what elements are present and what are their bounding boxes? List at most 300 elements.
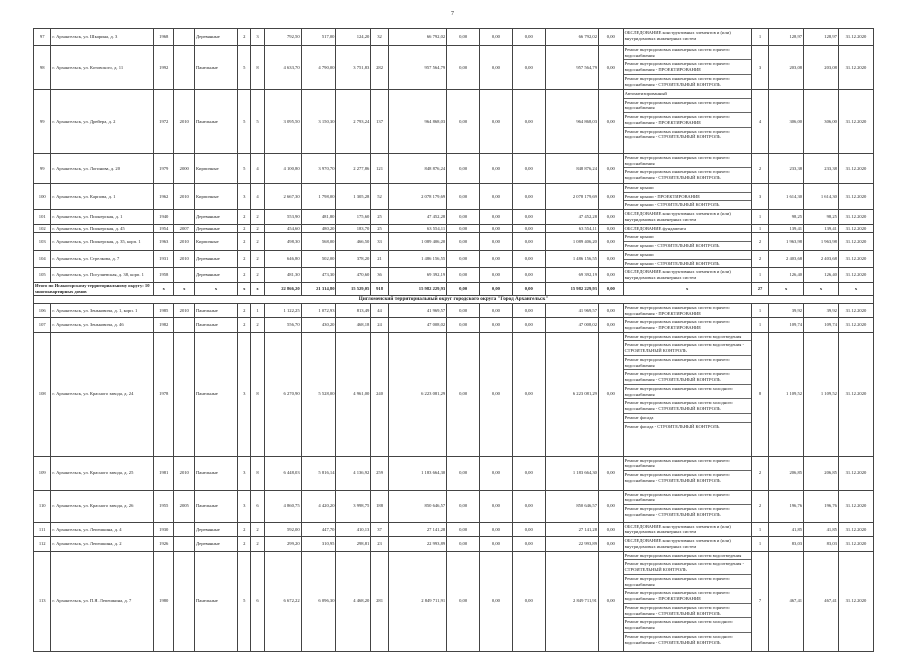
fund-other: 0,00 bbox=[598, 210, 623, 224]
works-cell bbox=[623, 318, 751, 332]
deadline: 31.12.2020 bbox=[838, 29, 873, 46]
repair-cost: 2 078 179,69 bbox=[388, 184, 446, 210]
residential-area: 183,70 bbox=[336, 224, 371, 233]
region-header-row bbox=[34, 295, 874, 303]
total-x: x bbox=[153, 282, 174, 295]
residents: 36 bbox=[371, 268, 388, 282]
fund-federal: 0,00 bbox=[447, 268, 480, 282]
fund-owners: 957 564,79 bbox=[545, 46, 598, 90]
fund-other: 0,00 bbox=[598, 551, 623, 651]
reconstruction-year: 2010 bbox=[174, 184, 195, 210]
residential-area: 466,50 bbox=[336, 233, 371, 250]
total-area: 1 122,25 bbox=[264, 303, 301, 317]
address: г. Архангельск, ул. Пионерская, д. 35, корп. 1 bbox=[51, 233, 154, 250]
total-x: x bbox=[238, 282, 251, 295]
work-item: Ремонт внутридомовых инженерных систем горячего водоснабжения bbox=[624, 491, 751, 505]
repair-cost: 69 392,19 bbox=[388, 268, 446, 282]
residents: 137 bbox=[371, 90, 388, 154]
unit-cost-max: 1 109,52 bbox=[804, 332, 839, 456]
unit-cost-max: 139,41 bbox=[804, 224, 839, 233]
living-area: 3 970,70 bbox=[301, 154, 336, 184]
address: г. Архангельск, ул. Лепешкина, д. 2 bbox=[51, 537, 154, 551]
unit-cost: 128,97 bbox=[769, 29, 804, 46]
reconstruction-year: 2010 bbox=[174, 456, 195, 490]
fund-local: 0,00 bbox=[512, 250, 545, 267]
fund-regional: 0,00 bbox=[480, 268, 513, 282]
total-c1: 0,00 bbox=[447, 282, 480, 295]
work-item: ОБСЛЕДОВАНИЕ конструктивных элементов и (или) внутридомовых инженерных систем bbox=[624, 523, 731, 535]
unit-cost-max: 1 614,30 bbox=[804, 184, 839, 210]
fund-other: 0,00 bbox=[598, 250, 623, 267]
row-number: 113 bbox=[34, 551, 51, 651]
floors: 2 bbox=[238, 224, 251, 233]
residential-area: 4 468,20 bbox=[336, 551, 371, 651]
residents: 281 bbox=[371, 551, 388, 651]
fund-owners: 41 969,57 bbox=[545, 303, 598, 317]
fund-federal: 0,00 bbox=[447, 46, 480, 90]
work-count: 8 bbox=[751, 332, 768, 456]
floors: 2 bbox=[238, 537, 251, 551]
repair-cost: 1 486 156,55 bbox=[388, 250, 446, 267]
fund-local: 0,00 bbox=[512, 332, 545, 456]
fund-local: 0,00 bbox=[512, 318, 545, 332]
floors: 5 bbox=[238, 90, 251, 154]
work-item: ОБСЛЕДОВАНИЕ конструктивных элементов и (или) внутридомовых инженерных систем bbox=[624, 269, 731, 281]
deadline: 31.12.2020 bbox=[838, 250, 873, 267]
floors: 5 bbox=[238, 551, 251, 651]
total-x: x bbox=[194, 282, 237, 295]
unit-cost-max: 206,85 bbox=[804, 456, 839, 490]
entrances: 8 bbox=[251, 456, 264, 490]
row-number: 103 bbox=[34, 233, 51, 250]
work-item: Ремонт внутридомовых инженерных систем горячего водоснабжения bbox=[624, 575, 751, 589]
address: г. Архангельск, ул. П.Я. Лепешкина, д. 7 bbox=[51, 551, 154, 651]
fund-federal: 0,00 bbox=[447, 318, 480, 332]
total-area: 4 633,70 bbox=[264, 46, 301, 90]
residents: 52 bbox=[371, 184, 388, 210]
fund-owners: 1 486 156,55 bbox=[545, 250, 598, 267]
address: г. Архангельск, ул. Зеньковича, д. 46 bbox=[51, 318, 154, 332]
reconstruction-year bbox=[174, 332, 195, 456]
build-year: 1963 bbox=[153, 233, 174, 250]
wall-material: Кирпичные bbox=[194, 184, 237, 210]
address: г. Архангельск, ул. Погуляевская, д. 38, корп. 1 bbox=[51, 268, 154, 282]
work-item: Ремонт крыши - СТРОИТЕЛЬНЫЙ КОНТРОЛЬ bbox=[624, 202, 720, 208]
works-cell bbox=[623, 522, 751, 536]
table-row bbox=[34, 551, 874, 651]
unit-cost: 1 109,52 bbox=[769, 332, 804, 456]
address: г. Архангельск, ул. Красного завода, д. 26 bbox=[51, 490, 154, 522]
work-item: Ремонт внутридомовых инженерных систем горячего водоснабжения - СТРОИТЕЛЬНЫЙ КОНТРОЛЬ bbox=[624, 128, 730, 140]
fund-federal: 0,00 bbox=[447, 90, 480, 154]
page-number: 7 bbox=[451, 11, 454, 17]
residents: 25 bbox=[371, 224, 388, 233]
wall-material: Панельные bbox=[194, 90, 237, 154]
unit-cost: 196,76 bbox=[769, 490, 804, 522]
table-row bbox=[34, 224, 874, 233]
total-cost: 15 982 229,93 bbox=[388, 282, 446, 295]
unit-cost: 2 403,68 bbox=[769, 250, 804, 267]
build-year: 1982 bbox=[153, 318, 174, 332]
work-item: Ремонт внутридомовых инженерных систем холодного водоснабжения bbox=[624, 385, 751, 399]
row-number: 106 bbox=[34, 303, 51, 317]
address: г. Архангельск, ул. Лепешкина, д. 4 bbox=[51, 522, 154, 536]
unit-cost-max: 306,00 bbox=[804, 90, 839, 154]
fund-local: 0,00 bbox=[512, 210, 545, 224]
living-area: 4 790,00 bbox=[301, 46, 336, 90]
floors: 2 bbox=[238, 210, 251, 224]
reconstruction-year bbox=[174, 29, 195, 46]
table-row bbox=[34, 318, 874, 332]
unit-cost-max: 196,76 bbox=[804, 490, 839, 522]
table-row bbox=[34, 29, 874, 46]
work-item: Ремонт крыши - ПРОЕКТИРОВАНИЕ bbox=[624, 193, 751, 202]
fund-owners: 66 792,02 bbox=[545, 29, 598, 46]
residential-area: 813,49 bbox=[336, 303, 371, 317]
wall-material: Деревянные bbox=[194, 268, 237, 282]
entrances: 2 bbox=[251, 268, 264, 282]
deadline: 31.12.2020 bbox=[838, 456, 873, 490]
wall-material: Деревянные bbox=[194, 29, 237, 46]
work-item: Ремонт внутридомовых инженерных систем горячего водоснабжения - СТРОИТЕЛЬНЫЙ КОНТРОЛЬ bbox=[624, 506, 730, 517]
fund-other: 0,00 bbox=[598, 233, 623, 250]
residents: 240 bbox=[371, 332, 388, 456]
unit-cost-max: 2 403,68 bbox=[804, 250, 839, 267]
address: г. Архангельск, ул. Котовского, д. 11 bbox=[51, 46, 154, 90]
reconstruction-year bbox=[174, 46, 195, 90]
unit-cost-max: 98,25 bbox=[804, 210, 839, 224]
fund-local: 0,00 bbox=[512, 490, 545, 522]
fund-owners: 47 008,02 bbox=[545, 318, 598, 332]
entrances: 2 bbox=[251, 250, 264, 267]
fund-owners: 1 089 406,20 bbox=[545, 233, 598, 250]
floors: 2 bbox=[238, 522, 251, 536]
build-year: 1992 bbox=[153, 46, 174, 90]
fund-regional: 0,00 bbox=[480, 233, 513, 250]
repair-cost: 63 554,11 bbox=[388, 224, 446, 233]
floors: 5 bbox=[238, 154, 251, 184]
table-row bbox=[34, 90, 874, 154]
deadline: 31.12.2020 bbox=[838, 184, 873, 210]
total-area: 553,90 bbox=[264, 210, 301, 224]
fund-federal: 0,00 bbox=[447, 522, 480, 536]
floors: 2 bbox=[238, 303, 251, 317]
fund-local: 0,00 bbox=[512, 184, 545, 210]
fund-other: 0,00 bbox=[598, 184, 623, 210]
table-row bbox=[34, 46, 874, 90]
repair-cost: 22 993,89 bbox=[388, 537, 446, 551]
total-x: x bbox=[769, 282, 804, 295]
fund-local: 0,00 bbox=[512, 537, 545, 551]
fund-regional: 0,00 bbox=[480, 224, 513, 233]
fund-owners: 848 876,24 bbox=[545, 154, 598, 184]
residential-area: 4 136,92 bbox=[336, 456, 371, 490]
build-year: 1955 bbox=[153, 490, 174, 522]
build-year: 1981 bbox=[153, 456, 174, 490]
total-x: x bbox=[623, 282, 751, 295]
residents: 24 bbox=[371, 318, 388, 332]
living-area: 568,00 bbox=[301, 233, 336, 250]
deadline: 31.12.2020 bbox=[838, 233, 873, 250]
wall-material: Панельные bbox=[194, 303, 237, 317]
table-row bbox=[34, 303, 874, 317]
address: г. Архангельск, ул. Логинова, д. 20 bbox=[51, 154, 154, 184]
unit-cost-max: 83,03 bbox=[804, 537, 839, 551]
residential-area: 298,81 bbox=[336, 537, 371, 551]
entrances: 2 bbox=[251, 210, 264, 224]
works-cell bbox=[623, 29, 751, 46]
reconstruction-year bbox=[174, 522, 195, 536]
fund-owners: 69 392,19 bbox=[545, 268, 598, 282]
work-count: 1 bbox=[751, 268, 768, 282]
fund-owners: 47 452,28 bbox=[545, 210, 598, 224]
works-cell bbox=[623, 154, 751, 184]
unit-cost: 233,38 bbox=[769, 154, 804, 184]
work-item: Ремонт внутридомовых инженерных систем холодного водоснабжения - СТРОИТЕЛЬНЫЙ КОНТРОЛЬ bbox=[624, 399, 751, 413]
wall-material: Деревянные bbox=[194, 224, 237, 233]
fund-regional: 0,00 bbox=[480, 490, 513, 522]
fund-regional: 0,00 bbox=[480, 154, 513, 184]
table-row bbox=[34, 184, 874, 210]
works-cell bbox=[623, 537, 751, 551]
work-count: 7 bbox=[751, 551, 768, 651]
repair-register-table bbox=[33, 28, 874, 652]
build-year: 1979 bbox=[153, 154, 174, 184]
fund-regional: 0,00 bbox=[480, 210, 513, 224]
wall-material: Панельные bbox=[194, 551, 237, 651]
unit-cost: 1 614,30 bbox=[769, 184, 804, 210]
build-year: 1978 bbox=[153, 332, 174, 456]
build-year: 1958 bbox=[153, 268, 174, 282]
entrances: 5 bbox=[251, 90, 264, 154]
residents: 25 bbox=[371, 210, 388, 224]
fund-local: 0,00 bbox=[512, 29, 545, 46]
repair-cost: 27 141,28 bbox=[388, 522, 446, 536]
work-item: ОБСЛЕДОВАНИЕ фундамента bbox=[624, 225, 687, 231]
floors: 3 bbox=[238, 490, 251, 522]
unit-cost-max: 41,85 bbox=[804, 522, 839, 536]
repair-cost: 2 849 711,91 bbox=[388, 551, 446, 651]
work-item: Ремонт внутридомовых инженерных систем горячего водоснабжения bbox=[624, 356, 751, 370]
total-c3: 0,00 bbox=[512, 282, 545, 295]
work-count: 1 bbox=[751, 303, 768, 317]
work-item: ОБСЛЕДОВАНИЕ конструктивных элементов и (или) внутридомовых инженерных систем bbox=[624, 30, 731, 41]
deadline: 31.12.2020 bbox=[838, 551, 873, 651]
unit-cost: 109,74 bbox=[769, 318, 804, 332]
reconstruction-year: 2010 bbox=[174, 233, 195, 250]
total-work-count: 27 bbox=[751, 282, 768, 295]
repair-cost: 41 969,57 bbox=[388, 303, 446, 317]
total-area: 6 448,03 bbox=[264, 456, 301, 490]
address: г. Архангельск, ул. Красного завода, д. 24 bbox=[51, 332, 154, 456]
fund-owners: 6 223 081,29 bbox=[545, 332, 598, 456]
row-number: 107 bbox=[34, 318, 51, 332]
living-area: 310,95 bbox=[301, 537, 336, 551]
living-area: 3 150,30 bbox=[301, 90, 336, 154]
table-row bbox=[34, 233, 874, 250]
residents: 44 bbox=[371, 303, 388, 317]
residents: 121 bbox=[371, 154, 388, 184]
entrances: 6 bbox=[251, 490, 264, 522]
total-area: 592,00 bbox=[264, 522, 301, 536]
fund-local: 0,00 bbox=[512, 90, 545, 154]
total-area: 6 270,90 bbox=[264, 332, 301, 456]
row-number: 104 bbox=[34, 250, 51, 267]
work-count: 1 bbox=[751, 224, 768, 233]
fund-federal: 0,00 bbox=[447, 551, 480, 651]
unit-cost: 83,03 bbox=[769, 537, 804, 551]
work-item: Ремонт крыши bbox=[624, 251, 751, 260]
work-count: 4 bbox=[751, 90, 768, 154]
reconstruction-year: 2000 bbox=[174, 154, 195, 184]
fund-local: 0,00 bbox=[512, 233, 545, 250]
fund-local: 0,00 bbox=[512, 456, 545, 490]
fund-regional: 0,00 bbox=[480, 303, 513, 317]
work-item: Ремонт внутридомовых инженерных систем горячего водоснабжения - СТРОИТЕЛЬНЫЙ КОНТРОЛЬ bbox=[624, 370, 751, 384]
fund-local: 0,00 bbox=[512, 46, 545, 90]
total-x: x bbox=[804, 282, 839, 295]
fund-regional: 0,00 bbox=[480, 332, 513, 456]
work-item: ОБСЛЕДОВАНИЕ конструктивных элементов и (или) внутридомовых инженерных систем bbox=[624, 211, 731, 222]
work-item: Автоматизированный bbox=[624, 90, 751, 99]
work-item: Ремонт внутридомовых инженерных систем горячего водоснабжения - ПРОЕКТИРОВАНИЕ bbox=[624, 113, 751, 127]
reconstruction-year: 2007 bbox=[174, 224, 195, 233]
total-area: 299,20 bbox=[264, 537, 301, 551]
residential-area: 124,20 bbox=[336, 29, 371, 46]
residential-area: 470,60 bbox=[336, 268, 371, 282]
fund-federal: 0,00 bbox=[447, 224, 480, 233]
deadline: 31.12.2020 bbox=[838, 332, 873, 456]
total-area: 3 095,50 bbox=[264, 90, 301, 154]
unit-cost: 306,00 bbox=[769, 90, 804, 154]
deadline: 31.12.2020 bbox=[838, 46, 873, 90]
entrances: 3 bbox=[251, 29, 264, 46]
reconstruction-year bbox=[174, 537, 195, 551]
entrances: 8 bbox=[251, 332, 264, 456]
unit-cost-max: 126,40 bbox=[804, 268, 839, 282]
address: г. Архангельск, ул. Дрейера, д. 2 bbox=[51, 90, 154, 154]
unit-cost-max: 467,41 bbox=[804, 551, 839, 651]
repair-cost: 47 452,28 bbox=[388, 210, 446, 224]
fund-other: 0,00 bbox=[598, 537, 623, 551]
living-area: 473,30 bbox=[301, 268, 336, 282]
total-label: Итого по Исакогорскому территориальному округу: 10 многоквартирных домов bbox=[34, 282, 154, 295]
table-row bbox=[34, 537, 874, 551]
total-area: 556,70 bbox=[264, 318, 301, 332]
deadline: 31.12.2020 bbox=[838, 224, 873, 233]
deadline: 31.12.2020 bbox=[838, 210, 873, 224]
fund-other: 0,00 bbox=[598, 268, 623, 282]
floors: 2 bbox=[238, 233, 251, 250]
fund-local: 0,00 bbox=[512, 154, 545, 184]
reconstruction-year bbox=[174, 210, 195, 224]
living-area: 430,20 bbox=[301, 318, 336, 332]
floors: 2 bbox=[238, 268, 251, 282]
total-area: 646,80 bbox=[264, 250, 301, 267]
fund-other: 0,00 bbox=[598, 318, 623, 332]
residential-area: 2 793,24 bbox=[336, 90, 371, 154]
table-row bbox=[34, 490, 874, 522]
fund-local: 0,00 bbox=[512, 268, 545, 282]
work-count: 2 bbox=[751, 154, 768, 184]
wall-material: Деревянные bbox=[194, 250, 237, 267]
fund-regional: 0,00 bbox=[480, 29, 513, 46]
reconstruction-year bbox=[174, 551, 195, 651]
row-number: 98 bbox=[34, 46, 51, 90]
wall-material: Деревянные bbox=[194, 537, 237, 551]
repair-cost: 964 868,03 bbox=[388, 90, 446, 154]
deadline: 31.12.2020 bbox=[838, 303, 873, 317]
living-area: 5 528,00 bbox=[301, 332, 336, 456]
deadline: 31.12.2020 bbox=[838, 268, 873, 282]
work-count: 3 bbox=[751, 46, 768, 90]
wall-material: Панельные bbox=[194, 490, 237, 522]
residents: 32 bbox=[371, 29, 388, 46]
fund-regional: 0,00 bbox=[480, 46, 513, 90]
wall-material: Панельные bbox=[194, 332, 237, 456]
table-row bbox=[34, 332, 874, 456]
floors: 3 bbox=[238, 184, 251, 210]
total-c4: 15 982 229,93 bbox=[545, 282, 598, 295]
wall-material: Деревянные bbox=[194, 210, 237, 224]
fund-federal: 0,00 bbox=[447, 154, 480, 184]
reconstruction-year bbox=[174, 268, 195, 282]
works-cell bbox=[623, 332, 751, 456]
table-row bbox=[34, 154, 874, 184]
residents: 21 bbox=[371, 250, 388, 267]
address: г. Архангельск, ул. Пионерская, д. 1 bbox=[51, 210, 154, 224]
repair-cost: 848 876,24 bbox=[388, 154, 446, 184]
fund-local: 0,00 bbox=[512, 303, 545, 317]
reconstruction-year: 2005 bbox=[174, 490, 195, 522]
deadline: 31.12.2020 bbox=[838, 490, 873, 522]
total-liv: 21 314,80 bbox=[301, 282, 336, 295]
build-year: 1980 bbox=[153, 551, 174, 651]
work-item: Ремонт внутридомовых инженерных систем горячего водоснабжения bbox=[624, 457, 751, 471]
residential-area: 1 305,28 bbox=[336, 184, 371, 210]
repair-cost: 6 223 081,29 bbox=[388, 332, 446, 456]
repair-cost: 1 183 664,30 bbox=[388, 456, 446, 490]
total-row bbox=[34, 282, 874, 295]
residents: 282 bbox=[371, 46, 388, 90]
living-area: 502,00 bbox=[301, 250, 336, 267]
wall-material: Панельные bbox=[194, 46, 237, 90]
work-item: ОБСЛЕДОВАНИЕ конструктивных элементов и (или) внутридомовых инженерных систем bbox=[624, 538, 731, 549]
fund-other: 0,00 bbox=[598, 490, 623, 522]
fund-regional: 0,00 bbox=[480, 522, 513, 536]
build-year: 1968 bbox=[153, 29, 174, 46]
deadline: 31.12.2020 bbox=[838, 154, 873, 184]
work-item: Ремонт крыши - СТРОИТЕЛЬНЫЙ КОНТРОЛЬ bbox=[624, 243, 720, 249]
build-year: 1954 bbox=[153, 224, 174, 233]
work-count: 2 bbox=[751, 250, 768, 267]
work-item: Ремонт внутридомовых инженерных систем горячего водоснабжения - ПРОЕКТИРОВАНИЕ bbox=[624, 589, 751, 603]
fund-other: 0,00 bbox=[598, 46, 623, 90]
fund-local: 0,00 bbox=[512, 551, 545, 651]
total-x: x bbox=[838, 282, 873, 295]
works-cell bbox=[623, 268, 751, 282]
fund-local: 0,00 bbox=[512, 224, 545, 233]
row-number: 112 bbox=[34, 537, 51, 551]
entrances: 6 bbox=[251, 551, 264, 651]
work-item: Ремонт внутридомовых инженерных систем водоотведения bbox=[624, 333, 751, 342]
region-title: Цигломенский территориальный округ городского округа "Город Архангельск" bbox=[34, 295, 874, 303]
fund-federal: 0,00 bbox=[447, 490, 480, 522]
work-item: Ремонт внутридомовых инженерных систем горячего водоснабжения bbox=[624, 154, 751, 168]
fund-other: 0,00 bbox=[598, 154, 623, 184]
build-year: 1940 bbox=[153, 210, 174, 224]
residential-area: 468,18 bbox=[336, 318, 371, 332]
